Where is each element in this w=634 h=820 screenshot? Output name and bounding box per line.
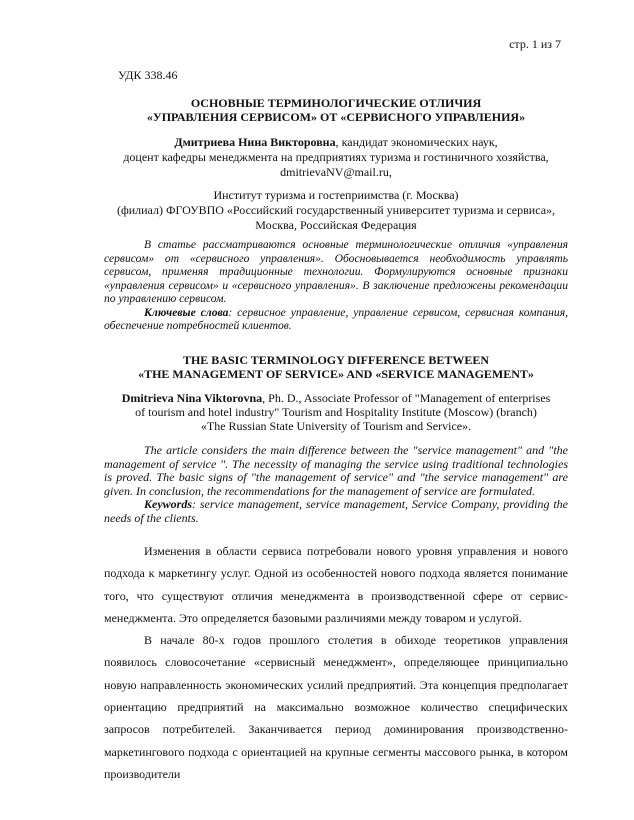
author-ru-name: Дмитриева Нина Викторовна [174,135,336,149]
author-en-line3: «The Russian State University of Tourism and Service». [200,419,472,433]
title-ru [104,96,568,124]
author-en [104,391,568,433]
keywords-ru-text: : сервисное управление, управление сервисом, сервисная компания, обеспечение потребностей клиентов. [104,305,568,332]
author-en-name: Dmitrieva Nina Viktorovna [121,391,263,405]
abstract-ru [104,238,568,333]
body-paragraph-1: Изменения в области сервиса потребовали нового уровня управления и нового подхода к маркетингу услуг. Одной из особенностей нового подхода является понимание того, что существуют отличия менеджмента в производственной сфере от сервис-менеджмента. Это определяется базовыми различиями между товаром и услугой. [104,544,568,625]
institution-ru-line3: Москва, Российская Федерация [255,218,417,232]
institution-ru-line2: (филиал) ФГОУВПО «Российский государственный университет туризма и сервиса», [116,203,556,217]
author-ru-position: доцент кафедры менеджмента на предприятиях туризма и гостиничного хозяйства, [123,150,549,164]
author-ru-email: dmitrievaNV@mail.ru, [280,165,392,179]
author-en-line1 [104,391,568,405]
abstract-en [104,444,568,525]
institution-ru [104,188,568,233]
udk-code: УДК 338.46 [118,68,178,82]
abstract-ru-text: В статье рассматриваются основные терминологические отличия «управления сервисом» от «сервисного управления». Обосновывается необходимость управлять сервисом, применяя традиционные технологии. Формулируются основные признаки «управления сервисом» и «сервисного управления». В заключение предложены рекомендации по управлению сервисом. [104,238,568,305]
title-en-line2: «THE MANAGEMENT OF SERVICE» AND «SERVICE MANAGEMENT» [138,367,534,381]
keywords-en [104,498,568,525]
keywords-en-label: Keywords [144,497,192,511]
author-ru-degree: , кандидат экономических наук, [335,135,498,149]
title-ru-line1: ОСНОВНЫЕ ТЕРМИНОЛОГИЧЕСКИЕ ОТЛИЧИЯ [190,96,482,110]
author-en-line2: of tourism and hotel industry" Tourism and Hospitality Institute (Moscow) (branch) [135,405,537,419]
title-en [104,353,568,381]
body-text [104,540,568,785]
institution-ru-line1: Институт туризма и гостеприимства (г. Москва) [213,188,459,202]
author-ru-line1 [104,135,568,150]
author-ru [104,135,568,180]
keywords-ru [104,306,568,333]
abstract-en-text: The article considers the main difference between the "service management" and "the management of service ". The necessity of managing the service using traditional technologies is proved. The basic signs of "the management of service" and "the service management" are given. In conclusion, the recommendations for the management of service are formulated. [104,443,568,498]
title-ru-line2: «УПРАВЛЕНИЯ СЕРВИСОМ» ОТ «СЕРВИСНОГО УПРАВЛЕНИЯ» [146,110,526,124]
author-en-degree: , Ph. D., Associate Professor of "Management of enterprises [262,391,551,405]
keywords-ru-label: Ключевые слова [144,305,229,319]
title-en-line1: THE BASIC TERMINOLOGY DIFFERENCE BETWEEN [182,353,490,367]
body-paragraph-2: В начале 80-х годов прошлого столетия в обиходе теоретиков управления появилось словосочетание «сервисный менеджмент», определяющее принципиально новую направленность экономических усилий предприятий. Эта концепция предполагает ориентацию предприятий на максимально возможное количество специфических запросов потребителей. Заканчивается период доминирования производственно-маркетингового подхода с ориентацией на крупные сегменты массового рынка, в котором производители [104,633,568,781]
keywords-en-text: : service management, service management, Service Company, providing the needs of the clients. [104,497,568,525]
page-number: стр. 1 из 7 [509,37,561,51]
